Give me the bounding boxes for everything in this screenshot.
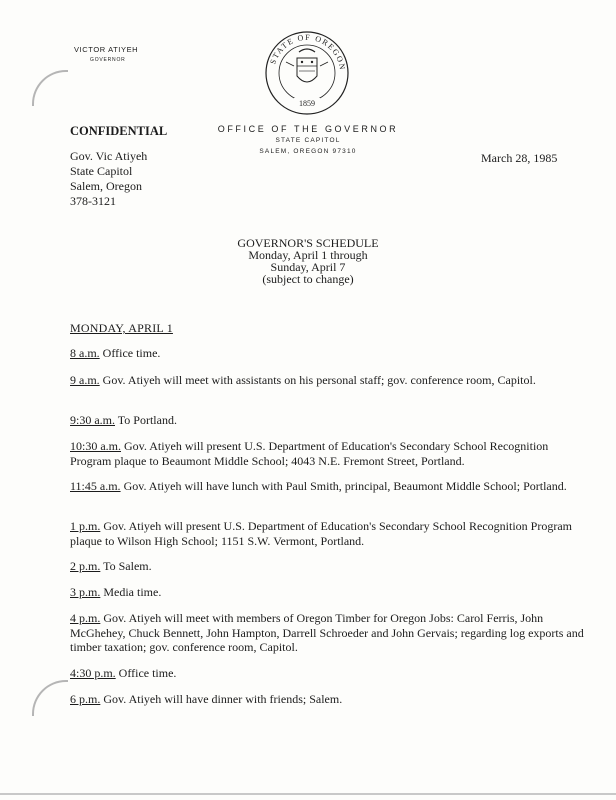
entry-time: 6 p.m.	[70, 692, 101, 706]
entry-text: Gov. Atiyeh will present U.S. Department of Education's Secondary School Recognition Program plaque to Beaumont Middle School; 4043 N.E. Fremont Street, Portland.	[70, 439, 549, 468]
entry-time: 9 a.m.	[70, 373, 100, 387]
seal-text: STATE OF OREGON	[268, 32, 348, 72]
schedule-title: GOVERNOR'S SCHEDULE	[237, 236, 379, 250]
entry-time: 4 p.m.	[70, 611, 101, 625]
schedule-entry	[70, 439, 590, 468]
schedule-entry	[70, 413, 590, 428]
schedule-entry	[70, 479, 590, 494]
entry-time: 11:45 a.m.	[70, 479, 121, 493]
entry-text: Gov. Atiyeh will have dinner with friends; Salem.	[100, 692, 343, 706]
schedule-note: (subject to change)	[262, 272, 354, 286]
schedule-entry	[70, 666, 590, 681]
confidential-label: CONFIDENTIAL	[70, 124, 168, 138]
office-heading: OFFICE OF THE GOVERNOR	[217, 124, 399, 134]
seal-year: 1859	[299, 99, 315, 108]
punch-hole-mark-top	[32, 70, 68, 106]
schedule-entry	[70, 346, 590, 361]
schedule-entry	[70, 373, 590, 388]
office-building: STATE CAPITOL	[275, 137, 341, 144]
entry-text: Media time.	[100, 585, 162, 599]
entry-text: Gov. Atiyeh will have lunch with Paul Smith, principal, Beaumont Middle School; Portland.	[120, 479, 567, 493]
sender-city: Salem, Oregon	[70, 179, 142, 193]
entry-text: Gov. Atiyeh will meet with members of Oregon Timber for Oregon Jobs: Carol Ferris, John McGhehey, Chuck Bennett, John Hampton, Darrell Schroeder and John Gervais; regarding log exports and timber taxation; gov. conference room, Capitol.	[70, 611, 584, 654]
entry-time: 8 a.m.	[70, 346, 100, 360]
day-heading: MONDAY, APRIL 1	[70, 321, 173, 335]
schedule-entry	[70, 611, 590, 655]
document-date: March 28, 1985	[481, 151, 558, 165]
entry-time: 3 p.m.	[70, 585, 101, 599]
schedule-range-end: Sunday, April 7	[270, 260, 346, 274]
sender-block	[70, 149, 147, 209]
sender-name: Gov. Vic Atiyeh	[70, 149, 148, 163]
punch-hole-mark-bottom	[32, 680, 68, 716]
entry-time: 1 p.m.	[70, 519, 101, 533]
schedule-range-start: Monday, April 1 through	[248, 248, 368, 262]
schedule-entry	[70, 559, 590, 574]
entry-text: To Salem.	[100, 559, 152, 573]
entry-text: Office time.	[99, 346, 161, 360]
schedule-entry	[70, 585, 590, 600]
entry-time: 9:30 a.m.	[70, 413, 115, 427]
schedule-entry	[70, 519, 590, 548]
sender-building: State Capitol	[70, 164, 133, 178]
office-city: SALEM, OREGON 97310	[259, 148, 357, 155]
schedule-entry	[70, 692, 590, 707]
schedule-header	[200, 237, 416, 285]
entry-time: 4:30 p.m.	[70, 666, 116, 680]
oregon-state-seal	[264, 30, 350, 116]
entry-text: To Portland.	[115, 413, 177, 427]
entry-text: Gov. Atiyeh will meet with assistants on his personal staff; gov. conference room, Capitol.	[99, 373, 536, 387]
entry-text: Gov. Atiyeh will present U.S. Department of Education's Secondary School Recognition Program plaque to Wilson High School; 1151 S.W. Vermont, Portland.	[70, 519, 572, 548]
entry-time: 10:30 a.m.	[70, 439, 121, 453]
letterhead-governor-title: GOVERNOR	[90, 57, 126, 63]
entry-time: 2 p.m.	[70, 559, 101, 573]
letterhead-governor-name: VICTOR ATIYEH	[74, 45, 139, 54]
sender-phone: 378-3121	[70, 194, 116, 208]
entry-text: Office time.	[115, 666, 177, 680]
page-bottom-edge	[0, 793, 616, 795]
